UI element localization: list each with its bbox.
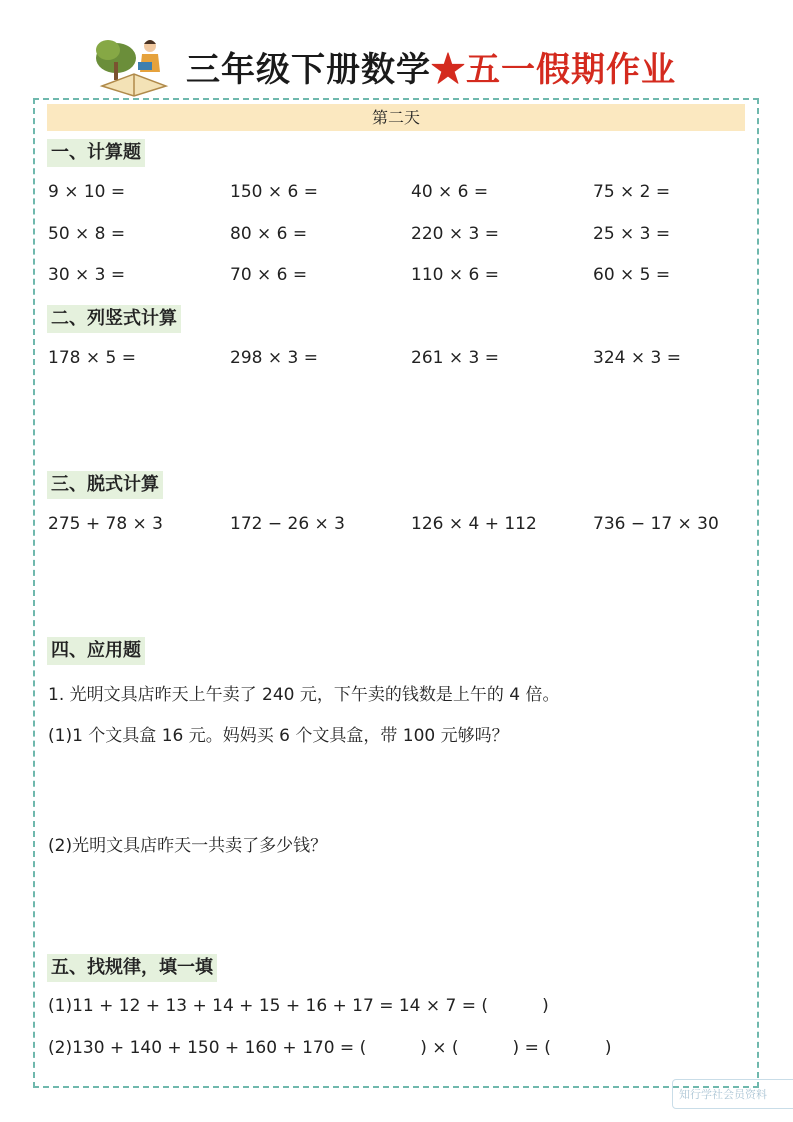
calc-item: 220 × 3 =: [411, 224, 499, 244]
dashed-content-frame: [33, 98, 759, 1088]
day-label: 第二天: [47, 104, 745, 131]
calc-item: 80 × 6 =: [230, 224, 308, 244]
calc-item: 70 × 6 =: [230, 265, 308, 285]
section-heading-pattern: 五、找规律，填一填: [47, 954, 217, 982]
stepwise-item: 275 + 78 × 3: [48, 514, 163, 534]
pattern-text: ): [604, 1038, 612, 1058]
application-subquestion: (1)1 个文具盒 16 元。妈妈买 6 个文具盒，带 100 元够吗？: [48, 726, 509, 746]
calc-item: 50 × 8 =: [48, 224, 126, 244]
worksheet-title: [186, 42, 676, 91]
pattern-text: (1)11 + 12 + 13 + 14 + 15 + 16 + 17 = 14 × 7 = (: [48, 996, 489, 1016]
calc-item: 110 × 6 =: [411, 265, 499, 285]
vertical-item: 298 × 3 =: [230, 348, 318, 368]
calc-item: 9 × 10 =: [48, 182, 126, 202]
stepwise-item: 126 × 4 + 112: [411, 514, 537, 534]
pattern-problem: [48, 996, 549, 1016]
watermark: 知行学社会员资料: [672, 1079, 793, 1109]
section-heading-calculation: 一、计算题: [47, 139, 145, 167]
application-question: 1. 光明文具店昨天上午卖了 240 元，下午卖的钱数是上午的 4 倍。: [48, 685, 560, 705]
stepwise-item: 172 − 26 × 3: [230, 514, 345, 534]
calc-item: 30 × 3 =: [48, 265, 126, 285]
calc-item: 150 × 6 =: [230, 182, 318, 202]
calc-item: 25 × 3 =: [593, 224, 671, 244]
calc-item: 75 × 2 =: [593, 182, 671, 202]
reading-child-book-illustration: [84, 28, 184, 98]
vertical-item: 261 × 3 =: [411, 348, 499, 368]
stepwise-item: 736 − 17 × 30: [593, 514, 719, 534]
vertical-item: 178 × 5 =: [48, 348, 136, 368]
pattern-text: (2)130 + 140 + 150 + 160 + 170 = (: [48, 1038, 367, 1058]
calc-item: 40 × 6 =: [411, 182, 489, 202]
application-subquestion: (2)光明文具店昨天一共卖了多少钱？: [48, 836, 328, 856]
section-heading-application: 四、应用题: [47, 637, 145, 665]
pattern-text: ) = (: [512, 1038, 551, 1058]
star-icon: ★: [431, 50, 466, 90]
pattern-problem: [48, 1038, 612, 1058]
pattern-text: ): [542, 996, 549, 1016]
calc-item: 60 × 5 =: [593, 265, 671, 285]
vertical-item: 324 × 3 =: [593, 348, 681, 368]
title-grade: 三年级下册数学: [186, 50, 431, 90]
title-holiday: 五一假期作业: [466, 50, 676, 90]
section-heading-vertical: 二、列竖式计算: [47, 305, 181, 333]
pattern-text: ) × (: [420, 1038, 459, 1058]
section-heading-stepwise: 三、脱式计算: [47, 471, 163, 499]
